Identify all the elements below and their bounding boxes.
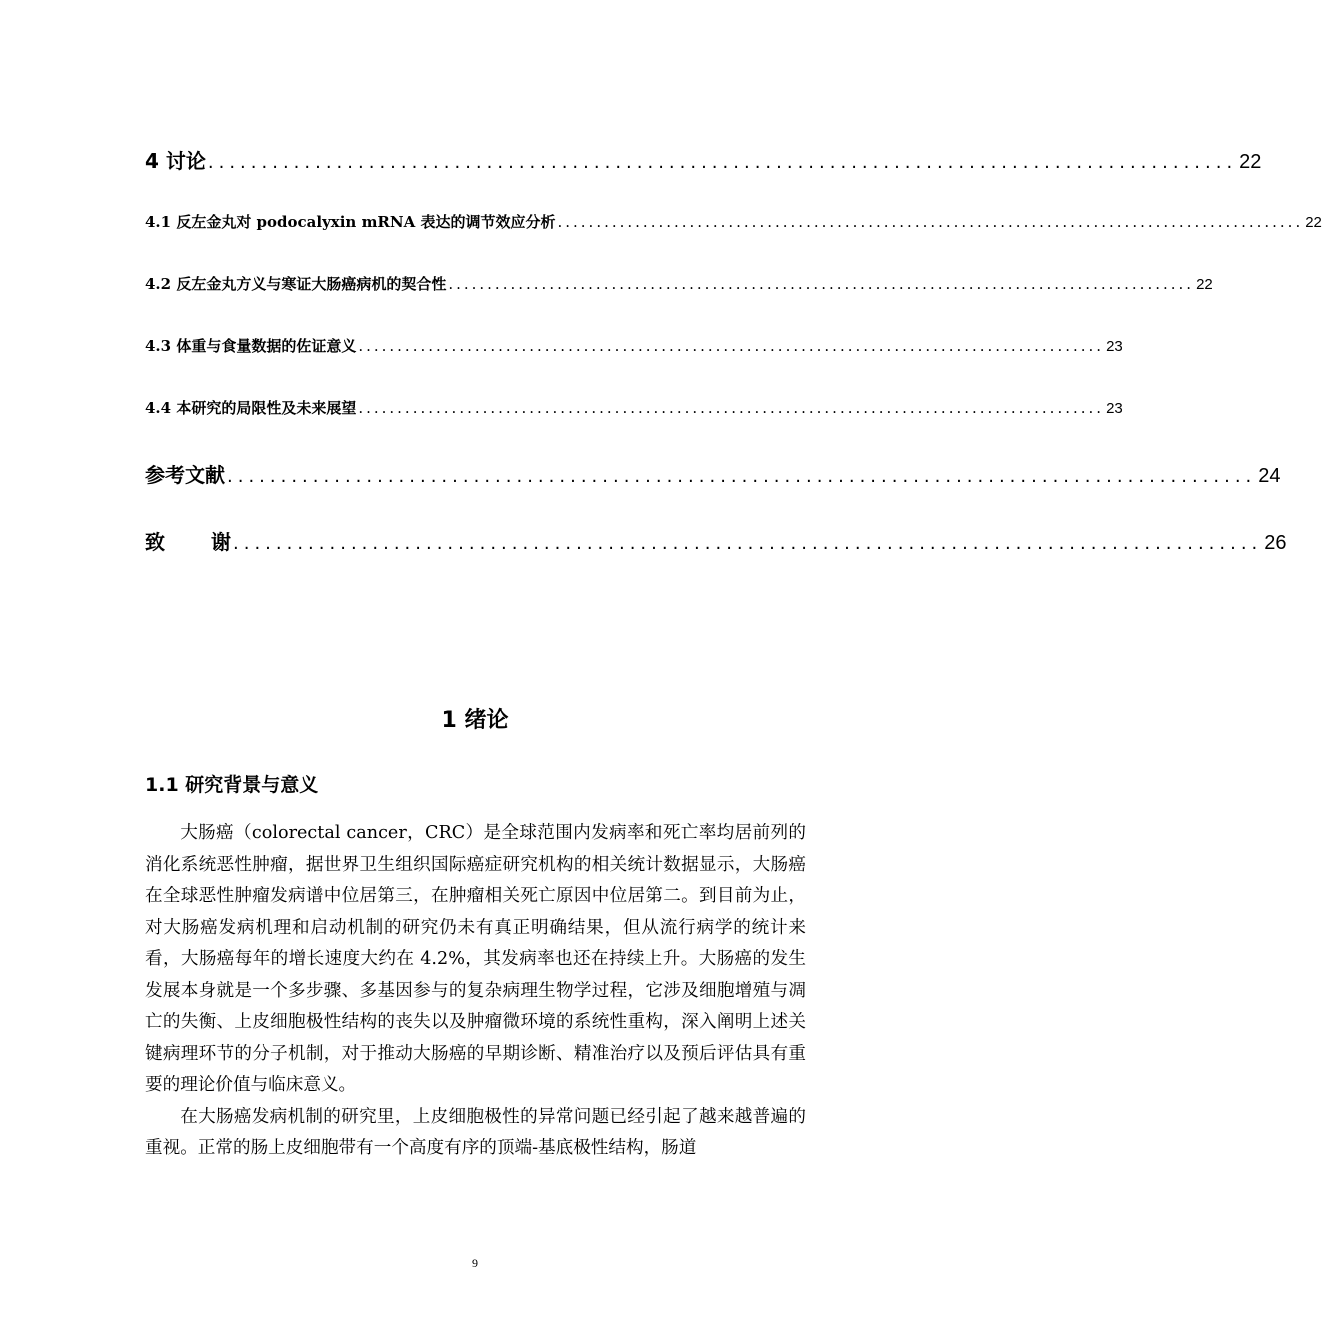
toc-leader-dots: ................................................................................................ — [448, 275, 1195, 293]
toc-leader-dots: ................................................................................................ — [233, 533, 1263, 554]
toc-page-number: 22 — [1305, 214, 1322, 231]
toc-page-number: 26 — [1264, 532, 1287, 554]
page-number: 9 — [472, 1256, 478, 1270]
toc-entry-title: 4 讨论 — [145, 149, 206, 173]
toc-page-number: 24 — [1258, 465, 1281, 487]
section-title: 1.1 研究背景与意义 — [145, 774, 319, 796]
toc-entry-acknowledgements[interactable] — [145, 526, 1287, 554]
toc-entry-references[interactable] — [145, 459, 1281, 487]
toc-leader-dots: ................................................................................................ — [358, 337, 1105, 355]
chapter-title: 1 绪论 — [441, 708, 509, 733]
paragraph: 大肠癌（colorectal cancer，CRC）是全球范围内发病率和死亡率均居前列的消化系统恶性肿瘤，据世界卫生组织国际癌症研究机构的相关统计数据显示，大肠癌在全球恶性肿瘤发病谱中位居第三，在肿瘤相关死亡原因中位居第二。到目前为止，对大肠癌发病机理和启动机制的研究仍未有真正明确结果，但从流行病学的统计来看，大肠癌每年的增长速度大约在 4.2%，其发病率也还在持续上升。大肠癌的发生发展本身就是一个多步骤、多基因参与的复杂病理生物学过程，它涉及细胞增殖与凋亡的失衡、上皮细胞极性结构的丧失以及肿瘤微环境的系统性重构，深入阐明上述关键病理环节的分子机制，对于推动大肠癌的早期诊断、精准治疗以及预后评估具有重要的理论价值与临床意义。 — [145, 823, 806, 1095]
toc-entry-4-4[interactable] — [145, 397, 1123, 419]
toc-page-number: 22 — [1196, 276, 1213, 293]
body-text — [145, 818, 806, 1165]
toc-entry-title: 4.4 本研究的局限性及未来展望 — [145, 399, 357, 417]
toc-entry-title: 4.3 体重与食量数据的佐证意义 — [145, 337, 357, 355]
paragraph: 在大肠癌发病机制的研究里，上皮细胞极性的异常问题已经引起了越来越普遍的重视。正常的肠上皮细胞带有一个高度有序的顶端-基底极性结构，肠道 — [145, 1106, 806, 1158]
toc-entry-title: 参考文献 — [145, 463, 225, 487]
toc-entry-title: 4.1 反左金丸对 podocalyxin mRNA 表达的调节效应分析 — [145, 213, 556, 231]
toc-entry-title — [145, 526, 231, 555]
toc-leader-dots: ................................................................................................ — [557, 213, 1304, 231]
toc-page-number: 23 — [1106, 338, 1123, 355]
toc-entry-4-3[interactable] — [145, 335, 1123, 357]
toc-entry-4-2[interactable] — [145, 273, 1213, 295]
toc-leader-dots: ................................................................................................ — [358, 399, 1105, 417]
toc-entry-title-second: 谢 — [211, 530, 231, 554]
toc-leader-dots: ................................................................................................ — [227, 466, 1257, 487]
toc-page-number: 23 — [1106, 400, 1123, 417]
toc-entry-title-first: 致 — [145, 530, 165, 554]
toc-entry-title: 4.2 反左金丸方义与寒证大肠癌病机的契合性 — [145, 275, 447, 293]
toc-page-number: 22 — [1239, 151, 1262, 173]
toc-entry-4-1[interactable] — [145, 211, 1322, 233]
toc-entry-discussion[interactable] — [145, 145, 1262, 173]
toc-leader-dots: ................................................................................................ — [207, 152, 1238, 173]
